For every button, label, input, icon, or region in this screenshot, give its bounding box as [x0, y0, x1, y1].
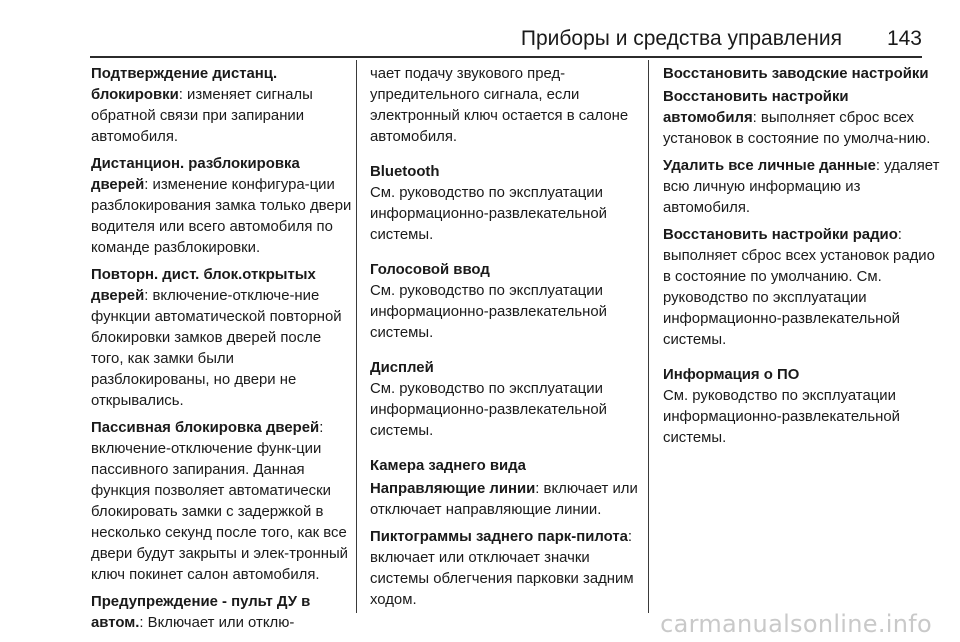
column-divider-right: [648, 60, 649, 613]
entry-text: : выполняет сброс всех установок в состояние по умолча-нию.: [663, 110, 931, 147]
entry-remote-lock-feedback: [91, 64, 353, 148]
entry-remote-door-unlock: [91, 154, 353, 259]
section-body: См. руководство по эксплуатации информационно-развлекательной системы.: [370, 283, 607, 341]
page-title: Приборы и средства управления: [520, 27, 842, 50]
section-body: См. руководство по эксплуатации информационно-развлекательной системы.: [370, 381, 607, 439]
section-display: [370, 358, 642, 442]
entry-title: Пиктограммы заднего парк-пилота: [370, 529, 628, 545]
section-body: См. руководство по эксплуатации информационно-развлекательной системы.: [663, 388, 900, 446]
column-2: [370, 64, 642, 617]
entry-title-line: Подтверждение дистанц.: [91, 66, 278, 82]
entry-title-line: Предупреждение - пульт ДУ в: [91, 594, 311, 610]
column-divider-left: [356, 60, 357, 613]
entry-text: : включение-отключение функ-ции пассивного запирания. Данная функция позволяет автоматически блокировать замки с задержкой в несколько секунд после того, как все двери будут закрыты и элек-тронный ключ покинет салон автомобиля.: [91, 420, 348, 583]
entry-title-line: дверей: [91, 288, 145, 304]
entry-restore-vehicle-settings: [663, 87, 943, 150]
entry-text: : Включает или отклю-: [139, 615, 295, 631]
entry-text: : включает или отключает направляющие линии.: [370, 481, 638, 518]
section-heading: Камера заднего вида: [370, 458, 526, 474]
entry-title: Восстановить настройки автомобиля: [663, 89, 849, 126]
section-rear-camera: [370, 456, 642, 611]
entry-title: Направляющие линии: [370, 481, 536, 497]
section-heading: Восстановить заводские настройки: [663, 66, 929, 82]
continuation-text: чает подачу звукового пред-упредительного сигнала, если электронный ключ остается в салоне автомобиля.: [370, 66, 629, 145]
entry-relock-open-doors: [91, 265, 353, 412]
entry-text: : изменение конфигура-ции разблокирования замка только двери водителя или всего автомобиля по команде разблокировки.: [91, 177, 352, 256]
entry-title: Удалить все личные данные: [663, 158, 876, 174]
entry-title-line: автом.: [91, 615, 140, 631]
entry-restore-radio-settings: [663, 225, 943, 351]
column-3: [663, 64, 943, 455]
section-restore-factory: [663, 64, 943, 351]
header-rule: [90, 56, 922, 58]
section-heading: Bluetooth: [370, 164, 440, 180]
section-heading: Дисплей: [370, 360, 434, 376]
section-bluetooth: [370, 162, 642, 246]
section-heading: Информация о ПО: [663, 367, 800, 383]
entry-park-pilot-icons: [370, 527, 642, 611]
section-voice-input: [370, 260, 642, 344]
entry-title-line: Дистанцион. разблокировка: [91, 156, 300, 172]
entry-delete-personal-data: [663, 156, 943, 219]
section-body: См. руководство по эксплуатации информационно-развлекательной системы.: [370, 185, 607, 243]
page-header: [0, 0, 960, 60]
entry-title-line: блокировки: [91, 87, 179, 103]
entry-title-line: дверей: [91, 177, 145, 193]
column-1: [91, 64, 353, 640]
page-number: 143: [886, 27, 922, 50]
entry-text: : включение-отключе-ние функции автоматической повторной блокировки замков дверей после того, как замки были разблокированы, но двери не открывались.: [91, 288, 342, 409]
entry-text: : удаляет всю личную информацию из автомобиля.: [663, 158, 940, 216]
section-software-info: [663, 365, 943, 449]
entry-text: : изменяет сигналы обратной связи при запирании автомобиля.: [91, 87, 313, 145]
entry-remote-left-in-car-alert: [91, 592, 353, 634]
entry-text: : выполняет сброс всех установок радио в состояние по умолчанию. См. руководство по эксплуатации информационно-развлекательной системы.: [663, 227, 935, 348]
entry-title-line: Пассивная блокировка дверей: [91, 420, 320, 436]
watermark: carmanualsonline.info: [660, 610, 932, 638]
entry-title-line: Повторн. дист. блок.открытых: [91, 267, 316, 283]
entry-text: : включает или отключает значки системы облегчения парковки задним ходом.: [370, 529, 634, 608]
entry-guide-lines: [370, 479, 642, 521]
entry-passive-locking: [91, 418, 353, 586]
section-heading: Голосовой ввод: [370, 262, 490, 278]
entry-title: Восстановить настройки радио: [663, 227, 898, 243]
